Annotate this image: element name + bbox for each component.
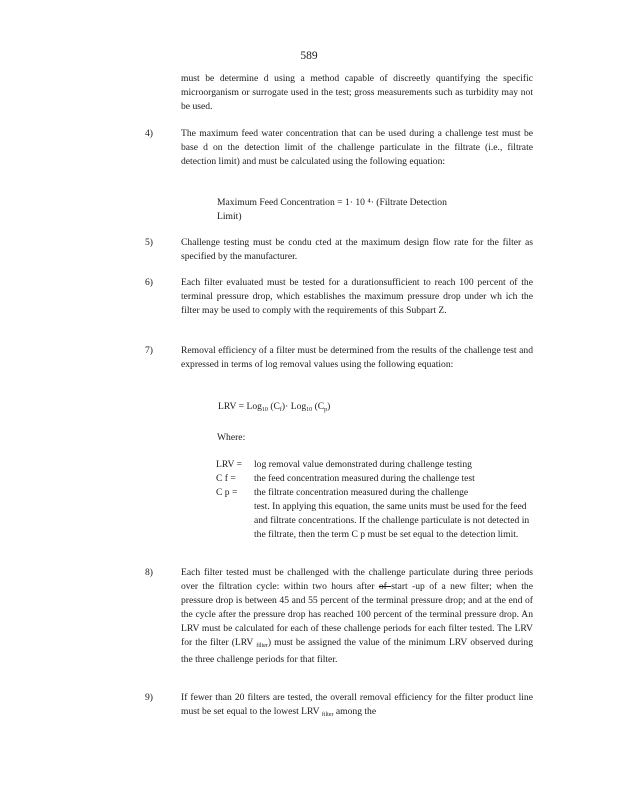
where-label: Where: <box>217 432 246 443</box>
definition-desc: the filtrate concentration measured during the challenge <box>254 487 469 498</box>
item-4-text: The maximum feed water concentration that can be used during a challenge test must be base d on the detection limit of the challenge particulate in the filtrate (i.e., filtrate detection limit) and must be calculated using the following equation: <box>181 128 533 167</box>
definition-row <box>216 486 468 500</box>
definition-row <box>216 472 475 486</box>
definition-term: LRV = <box>216 459 243 470</box>
item-number-7: 7) <box>145 345 153 356</box>
intro-paragraph: must be determine d using a method capable of discreetly quantifying the specific microorganism or surrogate used in the test; gross measurements such as turbidity may not be used. <box>181 73 533 112</box>
definition-continuation: test. In applying this equation, the same units must be used for the feed and filtrate concentrations. If the challenge particulate is not detected in the filtrate, then the term C p must be set equal to the detection limit. <box>254 501 530 540</box>
definition-desc: the feed concentration measured during the challenge test <box>254 473 475 484</box>
item-number-4: 4) <box>145 128 153 139</box>
equation-max-feed-line1: Maximum Feed Concentration = 1· 10 ⁴· (Filtrate Detection <box>217 197 447 208</box>
item-number-5: 5) <box>145 237 153 248</box>
equation-lrv: LRV = Log$_{10}$ $(C_f)\cdot Log_{10}$ $(C_p)$ <box>218 401 331 413</box>
equation-max-feed-line2: Limit) <box>217 211 242 222</box>
item-number-8: 8) <box>145 567 153 578</box>
equation-max-feed <box>217 196 507 224</box>
definition-term: C p = <box>216 487 238 498</box>
item-9-text: If fewer than 20 filters are tested, the overall removal efficiency for the filter product line must be set equal to the lowest LRV $_{filter}$ among the <box>181 692 533 718</box>
item-number-9: 9) <box>145 692 153 703</box>
definition-row <box>216 458 472 472</box>
item-6-text: Each filter evaluated must be tested for a durationsufficient to reach 100 percent of the terminal pressure drop, which establishes the maximum pressure drop under wh ich the filter may be used to comply with the requirements of this Subpart Z. <box>181 277 533 316</box>
definition-term: C f = <box>216 473 236 484</box>
item-7-text: Removal efficiency of a filter must be determined from the results of the challenge test and expressed in terms of log removal values using the following equation: <box>181 345 533 370</box>
item-8-text: Each filter tested must be challenged with the challenge particulate during three periods over the filtration cycle: within two hours after of start -up of a new filter; when the pressure drop is between 45 and 55 percent of the terminal pressure drop; and at the end of the cycle after the pressure drop has reached 100 percent of the terminal pressure drop. An LRV must be calculated for each of these challenge periods for each filter tested. The LRV for the filter (LRV $_{filter}$) must be assigned the value of the minimum LRV observed during the three challenge periods for that filter. <box>181 567 533 665</box>
item-number-6: 6) <box>145 277 153 288</box>
page-number: 589 <box>300 50 318 62</box>
definition-desc: log removal value demonstrated during challenge testing <box>254 459 472 470</box>
item-5-text: Challenge testing must be condu cted at the maximum design flow rate for the filter as specified by the manufacturer. <box>181 237 533 262</box>
